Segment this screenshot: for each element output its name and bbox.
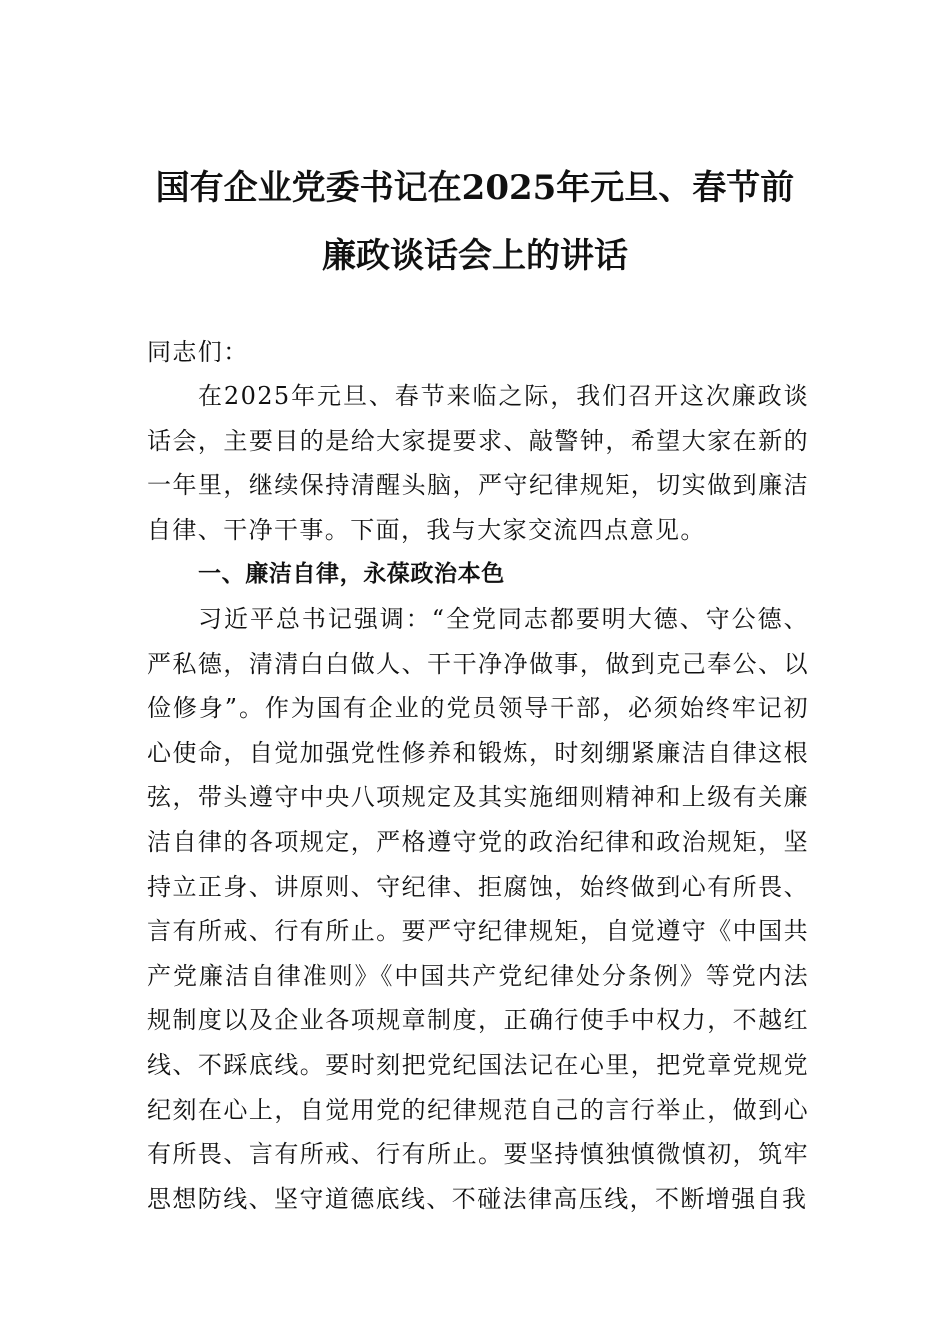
salutation: 同志们： [147, 338, 249, 366]
document-title-line-1: 国有企业党委书记在2025年元旦、春节前 [155, 168, 795, 208]
document-body [147, 374, 809, 1221]
paragraph-section-1: 习近平总书记强调：“全党同志都要明大德、守公德、严私德，清清白白做人、干干净净做事，做到克己奉公、以俭修身”。作为国有企业的党员领导干部，必须始终牢记初心使命，自觉加强党性修养和锻炼，时刻绷紧廉洁自律这根弦，带头遵守中央八项规定及其实施细则精神和上级有关廉洁自律的各项规定，严格遵守党的政治纪律和政治规矩，坚持立正身、讲原则、守纪律、拒腐蚀，始终做到心有所畏、言有所戒、行有所止。要严守纪律规矩，自觉遵守《中国共产党廉洁自律准则》《中国共产党纪律处分条例》等党内法规制度以及企业各项规章制度，正确行使手中权力，不越红线、不踩底线。要时刻把党纪国法记在心里，把党章党规党纪刻在心上，自觉用党的纪律规范自己的言行举止，做到心有所畏、言有所戒、行有所止。要坚持慎独慎微慎初，筑牢思想防线、坚守道德底线、不碰法律高压线，不断增强自我 [147, 604, 809, 1213]
document-title-line-2: 廉政谈话会上的讲话 [322, 236, 628, 276]
paragraph-intro: 在2025年元旦、春节来临之际，我们召开这次廉政谈话会，主要目的是给大家提要求、敲警钟，希望大家在新的一年里，继续保持清醒头脑，严守纪律规矩，切实做到廉洁自律、干净干事。下面，我与大家交流四点意见。 [147, 382, 809, 544]
section-heading-1: 一、廉洁自律，永葆政治本色 [198, 561, 505, 588]
